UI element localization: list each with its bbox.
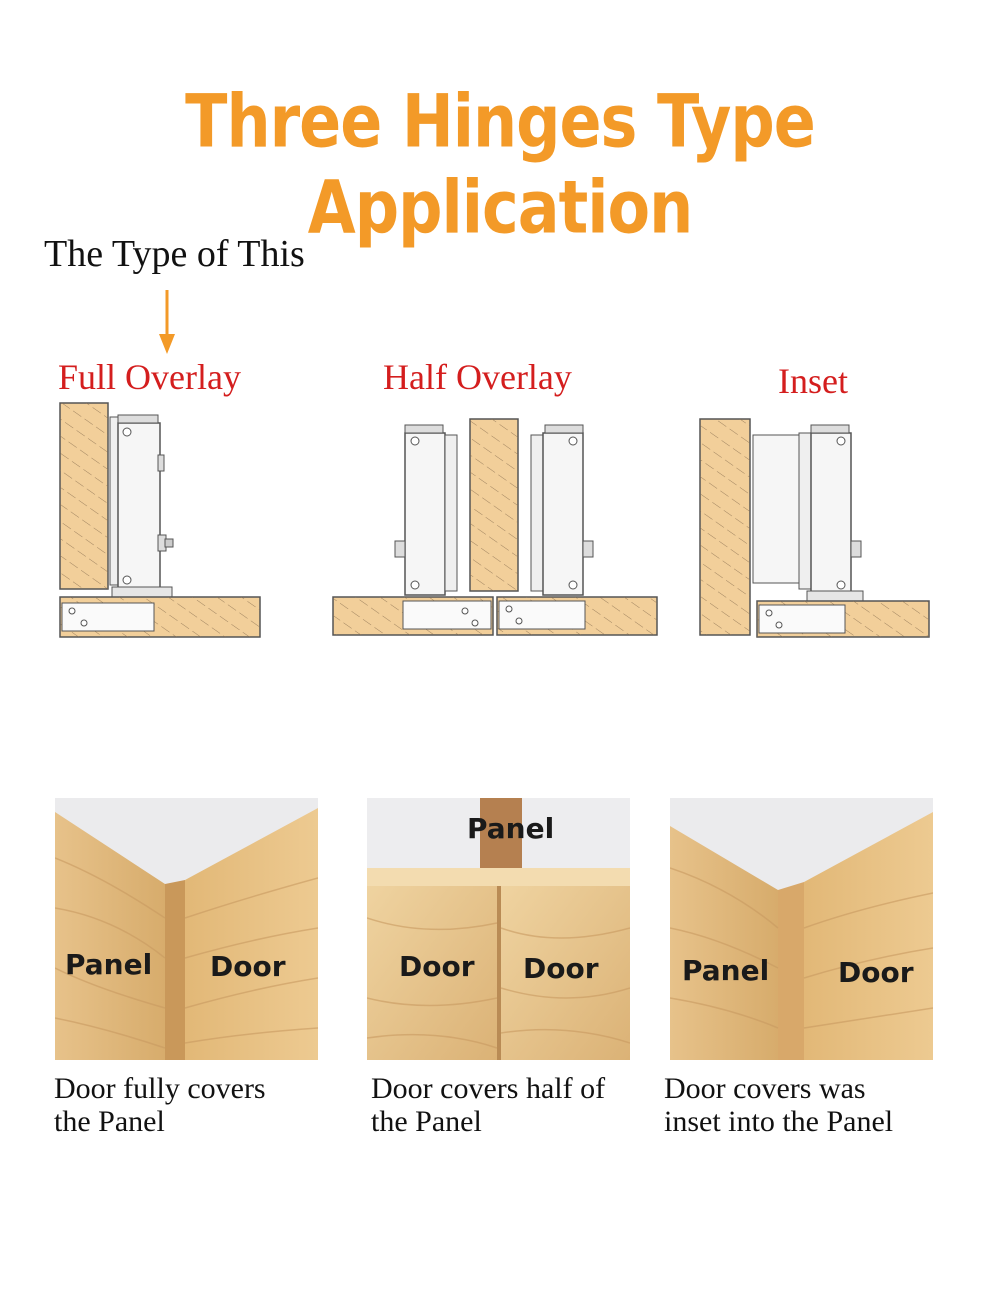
photo-label-door-left: Door — [399, 950, 475, 983]
caption-half-overlay — [371, 1072, 671, 1138]
photo-label-panel: Panel — [65, 948, 153, 981]
caption-inset — [664, 1072, 984, 1138]
caption-line: the Panel — [371, 1105, 482, 1138]
page-title: Three Hinges Type Application — [185, 78, 815, 251]
photo-label-door: Door — [210, 950, 286, 983]
label-full-overlay: Full Overlay — [58, 357, 241, 397]
photo-label-door: Door — [838, 956, 914, 989]
photo-inset — [670, 798, 933, 1060]
caption-line: Door fully covers — [54, 1072, 266, 1105]
type-note: The Type of This — [44, 233, 305, 275]
mounting-plate — [759, 605, 845, 633]
label-inset: Inset — [778, 361, 848, 401]
photo-label-door-right: Door — [523, 952, 599, 985]
photo-half-overlay — [367, 798, 630, 1060]
inset-diagram — [695, 405, 935, 645]
photo-label-panel: Panel — [467, 812, 555, 845]
label-half-overlay: Half Overlay — [383, 357, 572, 397]
caption-line: Door covers was — [664, 1072, 866, 1105]
down-arrow-icon — [156, 290, 178, 356]
caption-line: Door covers half of — [371, 1072, 606, 1105]
half-overlay-diagram — [325, 405, 665, 645]
photo-label-panel: Panel — [682, 954, 770, 987]
caption-line: the Panel — [54, 1105, 165, 1138]
mounting-plate — [62, 603, 154, 631]
photo-full-overlay — [55, 798, 318, 1060]
caption-full-overlay — [54, 1072, 354, 1138]
caption-line: inset into the Panel — [664, 1105, 894, 1138]
full-overlay-diagram — [50, 395, 270, 645]
hinge-arm — [118, 423, 160, 591]
